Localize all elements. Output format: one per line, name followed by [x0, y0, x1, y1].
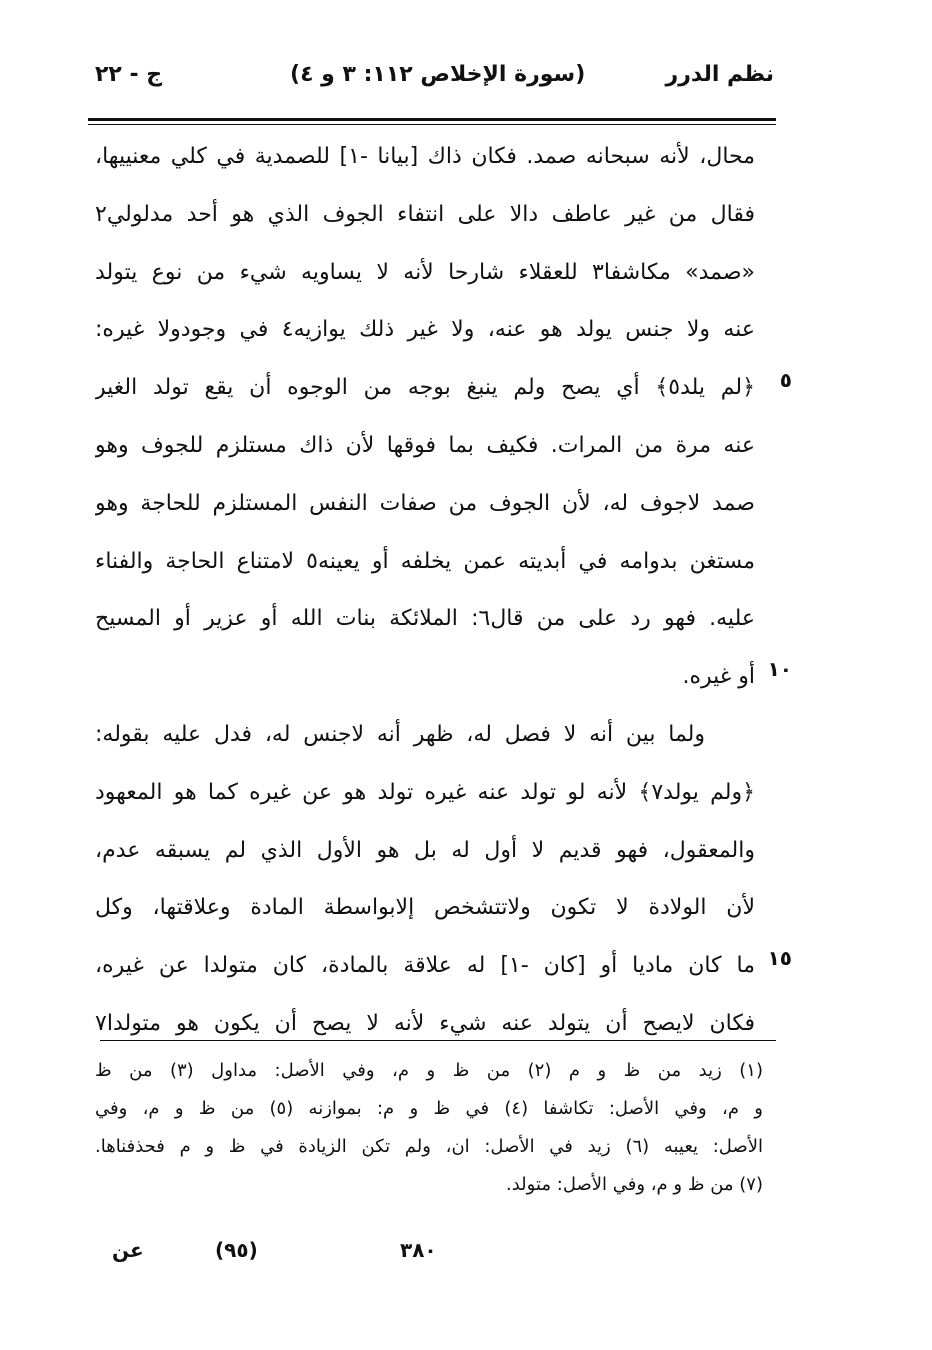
- footnotes: [95, 1052, 763, 1204]
- footnote-line: و م، وفي الأصل: تكاشفا (٤) في ظ و م: بموازنه (٥) من ظ و م، وفي: [95, 1098, 763, 1119]
- header-rule-thick: [88, 118, 776, 121]
- page-number: (٩٥): [215, 1238, 258, 1262]
- body-line: عنه مرة من المرات. فكيف بما فوقها لأن ذاك مستلزم للجوف وهو: [95, 432, 755, 458]
- footnote-line: الأصل: يعيبه (٦) زيد في الأصل: ان، ولم تكن الزيادة في ظ و م فحذفناها.: [95, 1136, 763, 1157]
- catchword: عن: [112, 1238, 144, 1262]
- body-line: عنه ولا جنس يولد هو عنه، ولا غير ذلك يوازيه٤ في وجودولا غيره:: [95, 317, 755, 343]
- running-title: نظم الدرر: [665, 62, 774, 87]
- footnote-rule: [100, 1040, 776, 1041]
- body-line: ﴿لم يلد٥﴾ أي يصح ولم ينبغ بوجه من الوجوه أن يقع تولد الغير: [95, 375, 755, 401]
- body-line: لأن الولادة لا تكون ولاتتشخص إلابواسطة المادة وعلاقتها، وكل: [95, 895, 755, 921]
- line-number-10: ١٠: [767, 657, 792, 681]
- body-line: أو غيره.: [682, 664, 755, 690]
- body-line: محال، لأنه سبحانه صمد. فكان ذاك [بيانا -١] للصمدية في كلي معنييها،: [95, 144, 755, 169]
- footnote-line: (١) زيد من ظ و م (٢) من ظ و م، وفي الأصل: مداول (٣) من ظ: [95, 1060, 763, 1081]
- body-line: ولما بين أنه لا فصل له، ظهر أنه لاجنس له، فدل عليه بقوله:: [95, 721, 705, 747]
- body-line: صمد لاجوف له، لأن الجوف من صفات النفس المستلزم للحاجة وهو: [95, 490, 755, 516]
- body-line: والمعقول، فهو قديم لا أول له بل هو الأول الذي لم يسبقه عدم،: [95, 837, 755, 863]
- surah-reference: (سورة الإخلاص ١١٢: ٣ و ٤): [290, 62, 586, 87]
- body-text: [95, 128, 755, 1053]
- body-line: فكان لايصح أن يتولد عنه شيء لأنه لا يصح أن يكون هو متولدا٧: [95, 1010, 755, 1036]
- body-line: ما كان ماديا أو [كان -١] له علاقة بالمادة، كان متولدا عن غيره،: [95, 953, 755, 979]
- body-line: ﴿ولم يولد٧﴾ لأنه لو تولد عنه غيره تولد هو عن غيره كما هو المعهود: [95, 779, 755, 805]
- header-rule-thin: [88, 124, 776, 125]
- line-number-5: ٥: [779, 368, 792, 392]
- body-line: «صمد» مكاشفا٣ للعقلاء شارحا لأنه لا يساويه شيء من نوع يتولد: [95, 259, 755, 285]
- footnote-line: (٧) من ظ و م، وفي الأصل: متولد.: [506, 1174, 763, 1195]
- body-line: فقال من غير عاطف دالا على انتفاء الجوف الذي هو أحد مدلولي٢: [95, 201, 755, 227]
- sequence-number: ٣٨٠: [400, 1238, 437, 1262]
- line-number-15: ١٥: [767, 946, 792, 970]
- body-line: عليه. فهو رد على من قال٦: الملائكة بنات الله أو عزير أو المسيح: [95, 606, 755, 632]
- volume-number: ج - ٢٢: [95, 62, 163, 87]
- body-line: مستغن بدوامه في أبديته عمن يخلفه أو يعينه٥ لامتناع الحاجة والفناء: [95, 548, 755, 574]
